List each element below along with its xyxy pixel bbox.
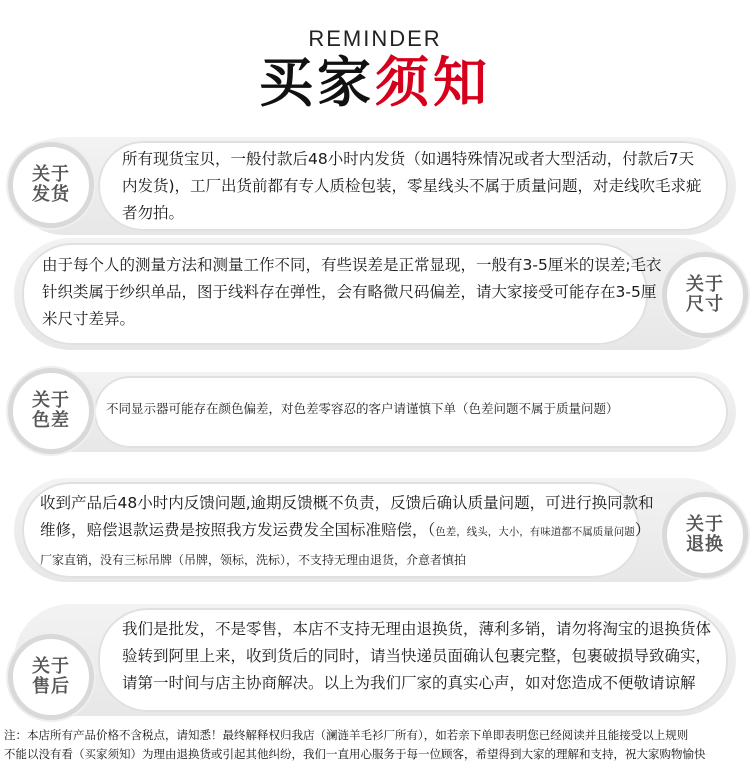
after-sale-badge-line2: 售后 bbox=[32, 676, 70, 697]
exchange-badge bbox=[662, 492, 748, 578]
color-badge-line1: 关于 bbox=[32, 390, 70, 411]
color-text: 不同显示器可能存在颜色偏差，对色差零容忍的客户请谨慎下单（色差问题不属于质量问题） bbox=[106, 401, 619, 416]
after-sale-section bbox=[14, 604, 736, 716]
size-text: 由于每个人的测量方法和测量工作不同，有些误差是正常显现，一般有3-5厘米的误差;毛衣针织类属于纱织单品，图于线料存在弹性，会有略微尺码偏差，请大家接受可能存在3-5厘米尺寸差异。 bbox=[42, 256, 662, 328]
exchange-text bbox=[40, 490, 660, 574]
size-badge-line1: 关于 bbox=[686, 274, 724, 295]
footer-note-line2: 不能以没有看（买家须知）为理由退换货或引起其他纠纷，我们一直用心服务于每一位顾客，希望得到大家的理解和支持，祝大家购物愉快 bbox=[4, 747, 706, 761]
exchange-text-tail: 厂家直销，没有三标吊牌（吊牌，领标，洗标），不支持无理由退货，介意者慎拍 bbox=[40, 553, 467, 567]
delivery-badge-line1: 关于 bbox=[32, 164, 70, 185]
delivery-badge bbox=[8, 142, 94, 228]
exchange-section bbox=[14, 478, 736, 582]
exchange-badge-line1: 关于 bbox=[686, 514, 724, 535]
page-title bbox=[0, 50, 750, 116]
color-badge-line2: 色差 bbox=[32, 410, 70, 431]
after-sale-text: 我们是批发，不是零售，本店不支持无理由退换货，薄利多销，请勿将淘宝的退换货体验转到阿里上来，收到货后的同时，请当快递员面确认包裹完整，包裹破损导致确实，请第一时间与店主协商解决。以上为我们厂家的真实心声，如对您造成不便敬请谅解 bbox=[122, 620, 712, 692]
title-part-notice: 须知 bbox=[375, 51, 491, 114]
size-section bbox=[14, 238, 736, 350]
reminder-heading: REMINDER bbox=[308, 26, 442, 51]
color-section bbox=[14, 372, 736, 452]
size-badge-line2: 尺寸 bbox=[686, 294, 724, 315]
exchange-text-main: 收到产品后48小时内反馈问题,逾期反馈概不负责，反馈后确认质量问题，可进行换同款和维修，赔偿退款运费是按照我方发运费发全国标准赔偿，（ bbox=[40, 494, 654, 539]
after-sale-badge bbox=[8, 634, 94, 720]
delivery-text: 所有现货宝贝，一般付款后48小时内发货（如遇特殊情况或者大型活动，付款后7天内发货)，工厂出货前都有专人质检包装，零星线头不属于质量问题，对走线吹毛求疵者勿拍。 bbox=[122, 150, 702, 222]
exchange-paren-close: ） bbox=[634, 521, 651, 539]
delivery-section bbox=[14, 137, 736, 235]
exchange-badge-line2: 退换 bbox=[686, 534, 724, 555]
title-part-buyer: 买家 bbox=[259, 51, 375, 114]
delivery-badge-line2: 发货 bbox=[32, 184, 70, 205]
size-badge bbox=[662, 252, 748, 338]
exchange-note-not-quality: 色差，线头，大小，有味道都不属质量问题 bbox=[435, 526, 635, 538]
after-sale-badge-line1: 关于 bbox=[32, 656, 70, 677]
footer-note-line1: 注：本店所有产品价格不含税点，请知悉！最终解释权归我店（澜涟羊毛衫厂所有），如若亲下单即表明您已经阅读并且能接受以上规则 bbox=[4, 728, 689, 742]
color-badge bbox=[8, 368, 94, 454]
